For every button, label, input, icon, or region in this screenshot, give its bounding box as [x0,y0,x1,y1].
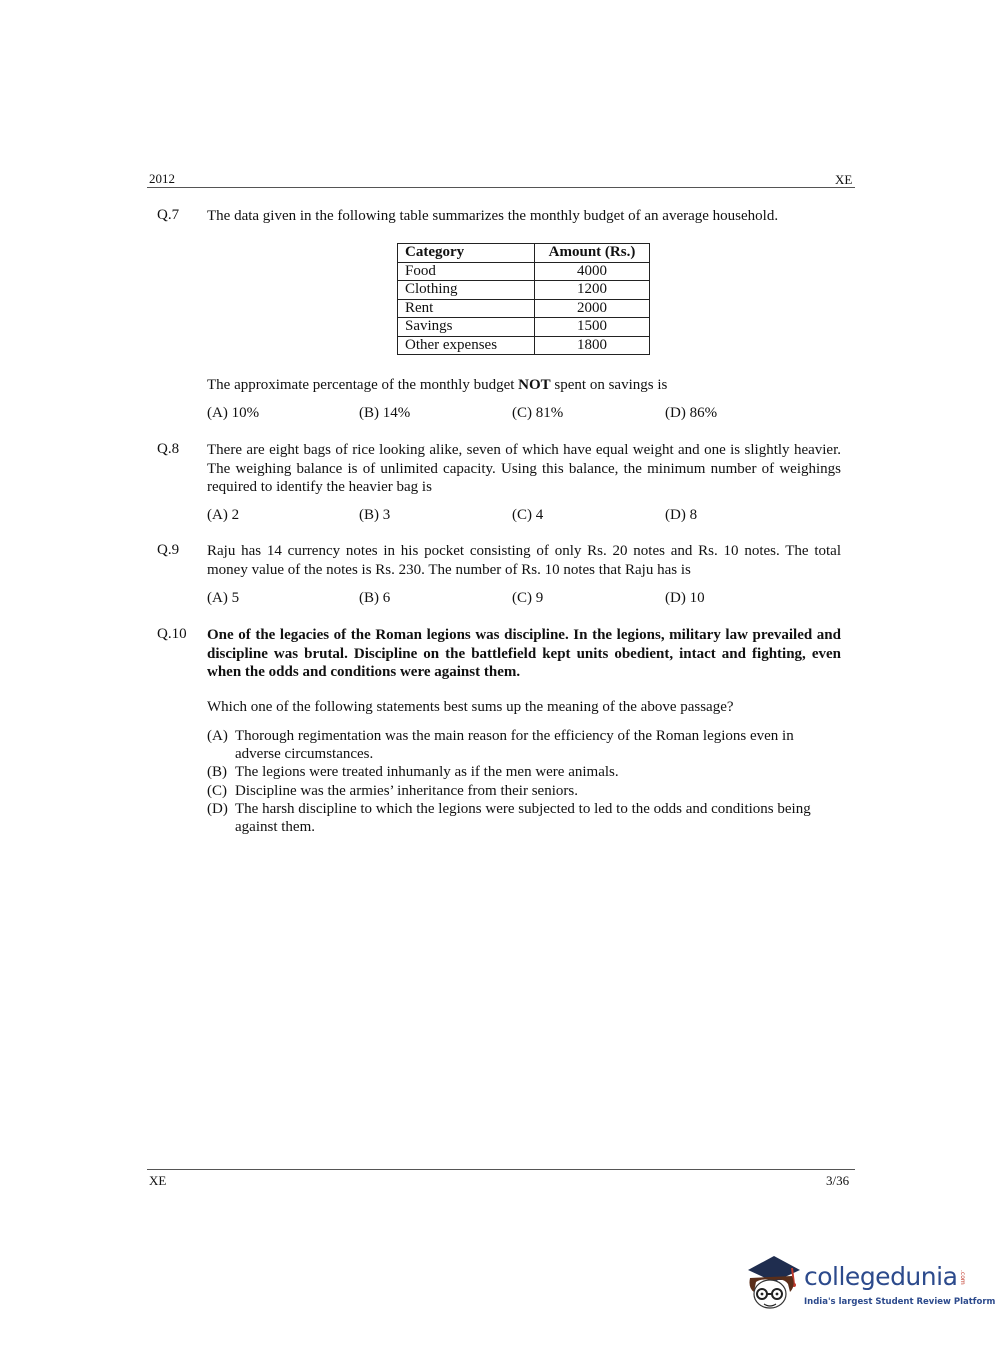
brand-dotcom: .com [959,1270,966,1285]
q7-option-b[interactable]: (B) 14% [359,405,411,421]
brand-name: collegedunia [804,1262,958,1291]
brand-tagline: India's largest Student Review Platform [804,1297,996,1307]
table-header-row [398,244,650,263]
q10-option-d[interactable] [207,800,837,836]
q7-option-d[interactable]: (D) 86% [665,405,718,421]
footer-page-number: 3/36 [826,1173,850,1188]
question-number-8: Q.8 [157,441,180,457]
q10-option-a[interactable] [207,727,837,763]
header-code: XE [835,172,853,187]
q8-option-b[interactable]: (B) 3 [359,507,391,523]
q10-option-text: Discipline was the armies’ inheritance from their seniors. [235,782,578,799]
table-header-category: Category [398,244,535,263]
q9-option-c[interactable]: (C) 9 [512,590,544,606]
table-row [398,281,650,300]
footer-rule [147,1169,855,1170]
q10-option-text: The harsh discipline to which the legions were subjected to led to the odds and conditions being against them. [235,800,811,836]
question-8-text: There are eight bags of rice looking alike, seven of which have equal weight and one is slightly heavier. The weighing balance is of unlimited capacity. Using this balance, the minimum number of weighings required to identify the heavier bag is [207,442,841,495]
q10-option-text: Thorough regimentation was the main reason for the efficiency of the Roman legions even in adverse circumstances. [235,728,794,763]
table-row [398,299,650,318]
q9-option-b[interactable]: (B) 6 [359,590,391,606]
q10-options-list [207,727,837,836]
table-cell-category: Food [398,262,535,281]
question-7-text: The data given in the following table summarizes the monthly budget of an average household. [207,208,779,224]
q8-option-a[interactable]: (A) 2 [207,507,240,523]
table-cell-amount: 1800 [535,336,650,355]
table-cell-category: Rent [398,299,535,318]
question-number-9: Q.9 [157,542,180,558]
table-row [398,262,650,281]
question-7-stem-before: The approximate percentage of the monthly budget [207,377,519,393]
q9-option-d[interactable]: (D) 10 [665,590,705,606]
q8-option-d[interactable]: (D) 8 [665,507,698,523]
question-number-10: Q.10 [157,626,187,642]
table-cell-category: Savings [398,318,535,337]
table-header-amount: Amount (Rs.) [535,244,650,263]
table-cell-amount: 1200 [535,281,650,300]
question-9-text: Raju has 14 currency notes in his pocket consisting of only Rs. 20 notes and Rs. 10 notes. The total money value of the notes is Rs. 230. The number of Rs. 10 notes that Raju has is [207,543,841,578]
footer-code: XE [149,1173,167,1188]
q8-option-c[interactable]: (C) 4 [512,507,544,523]
table-row [398,336,650,355]
question-7-stem [207,376,841,395]
table-cell-category: Clothing [398,281,535,300]
q10-option-b[interactable] [207,763,837,781]
header-rule [147,187,855,188]
q9-option-a[interactable]: (A) 5 [207,590,240,606]
q10-option-label: (B) [207,764,227,781]
question-7-stem-bold: NOT [518,377,551,393]
table-cell-amount: 4000 [535,262,650,281]
header-year: 2012 [149,171,175,186]
q7-option-a[interactable]: (A) 10% [207,405,260,421]
question-10-stem: Which one of the following statements best sums up the meaning of the above passage? [207,699,734,715]
q7-option-c[interactable]: (C) 81% [512,405,564,421]
q10-option-c[interactable] [207,782,837,800]
question-7-stem-after: spent on savings is [550,377,668,393]
q10-option-label: (A) [207,728,228,744]
q10-option-text: The legions were treated inhumanly as if the men were animals. [235,764,619,781]
table-row [398,318,650,337]
question-10-passage: One of the legacies of the Roman legions was discipline. In the legions, military law prevailed and discipline was brutal. Discipline on the battlefield kept units obedient, intact and fighting, even when the odds and conditions were against them. [207,627,841,680]
table-cell-amount: 1500 [535,318,650,337]
table-cell-category: Other expenses [398,336,535,355]
question-number-7: Q.7 [157,207,180,223]
budget-table [397,243,650,355]
table-cell-amount: 2000 [535,299,650,318]
q10-option-label: (C) [207,782,227,799]
q10-option-label: (D) [207,800,228,817]
